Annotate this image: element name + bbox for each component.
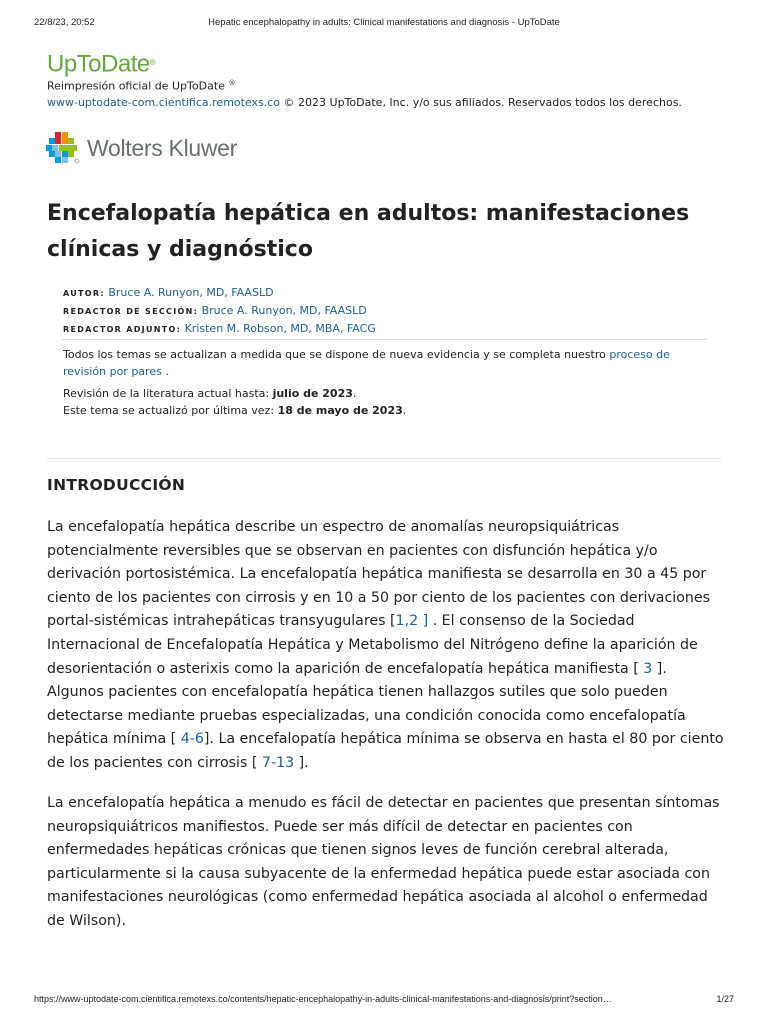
- lit-review-value: julio de 2023: [272, 387, 353, 400]
- section-editor-link[interactable]: Bruce A. Runyon, MD, FAASLD: [201, 304, 367, 317]
- wolters-kluwer-logo[interactable]: [46, 131, 237, 165]
- reference-link[interactable]: 4-6: [180, 731, 204, 748]
- credit-row-section-editor: [63, 302, 376, 320]
- print-doc-title: Hepatic encephalopathy in adults: Clinical manifestations and diagnosis - UpToDate: [208, 17, 560, 28]
- literature-review-line: Revisión de la literatura actual hasta: julio de 2023.: [63, 387, 357, 400]
- copyright-text: © 2023 UpToDate, Inc. y/o sus afiliados. Reservados todos los derechos.: [283, 96, 682, 109]
- divider: [47, 458, 722, 459]
- copyright-line: [47, 96, 682, 109]
- credit-role: AUTOR:: [63, 289, 105, 298]
- author-link[interactable]: Bruce A. Runyon, MD, FAASLD: [108, 286, 274, 299]
- print-date: 22/8/23, 20:52: [34, 17, 95, 28]
- divider: [62, 339, 707, 340]
- print-header: [0, 17, 768, 31]
- update-notice-end: .: [165, 364, 169, 378]
- intro-paragraph-2: La encefalopatía hepática a menudo es fácil de detectar en pacientes que presentan síntomas neuropsiquiátricos manifiestos. Puede ser más difícil de detectar en pacientes con enfermedades hepáticas crónicas que tienen signos leves de función cerebral alterada, particularmente si la causa subyacente de la enfermedad hepática puede estar asociada con manifestaciones neurológicas (como enfermedad hepática asociada al alcohol o enfermedad de Wilson).: [47, 795, 720, 929]
- last-update-line: Este tema se actualizó por última vez: 18 de mayo de 2023.: [63, 403, 407, 417]
- reprint-mark: ®: [228, 79, 236, 87]
- print-url: https://www-uptodate-com.cientifica.remotexs.co/contents/hepatic-encephalopathy-in-adults-clinical-manifestations-and-diagnosis/print?section…: [34, 994, 612, 1004]
- topic-meta: [63, 347, 713, 419]
- reprint-text: Reimpresión oficial de UpToDate: [47, 79, 225, 93]
- credit-row-deputy-editor: [63, 320, 376, 338]
- page-number: 1/27: [716, 994, 734, 1004]
- site-link[interactable]: www-uptodate-com.cientifica.remotexs.co: [47, 96, 281, 109]
- paragraph-text: . El consenso de la Sociedad Internacional de Encefalopatía Hepática y Metabolismo del Nitrógeno define la aparición de desorientación o asterixis como la aparición de encefalopatía hepática manifiesta [: [47, 613, 698, 677]
- reference-link[interactable]: 7-13: [261, 754, 295, 771]
- uptodate-logo[interactable]: [47, 50, 155, 77]
- credit-role: REDACTOR DE SECCIÓN:: [63, 307, 199, 316]
- author-credits: [63, 284, 376, 338]
- reference-link[interactable]: 3: [643, 660, 653, 677]
- uptodate-logo-text: UpToDate: [47, 50, 150, 78]
- lit-review-label: Revisión de la literatura actual hasta:: [63, 387, 270, 400]
- intro-paragraph-1: [47, 516, 727, 776]
- paragraph-text: La encefalopatía hepática describe un espectro de anomalías neuropsiquiátricas potencialmente reversibles que se observan en pacientes con disfunción hepática y/o derivación portosistémica. La encefalopatía hepática manifiesta se desarrolla en 30 a 45 por ciento de los pacientes con cirrosis y en 10 a 50 por ciento de los pacientes con derivaciones portal-sistémicas intrahepáticas transyugulares [: [47, 519, 711, 630]
- deputy-editor-link[interactable]: Kristen M. Robson, MD, MBA, FACG: [184, 322, 376, 335]
- peer-review-link[interactable]: proceso de revisión por pares: [63, 348, 670, 378]
- credit-row-author: [63, 284, 376, 302]
- paragraph-text: ]. Algunos pacientes con encefalopatía hepática tienen hallazgos sutiles que solo pueden detectarse mediante pruebas especializadas, una condición conocida como encefalopatía hepática mínima [: [47, 660, 686, 748]
- reference-link[interactable]: 1,2 ]: [395, 613, 429, 630]
- paragraph-text: ]. La encefalopatía hepática mínima se observa en hasta el 80 por ciento de los pacientes con cirrosis [: [47, 731, 724, 771]
- reprint-notice: [47, 79, 235, 93]
- wolters-kluwer-name: Wolters Kluwer: [87, 134, 238, 161]
- section-heading: INTRODUCCIÓN: [47, 476, 186, 494]
- update-notice-text: Todos los temas se actualizan a medida que se dispone de nueva evidencia y se completa nuestro: [63, 348, 606, 361]
- uptodate-logo-mark: ®: [149, 58, 156, 67]
- paragraph-text: ].: [294, 754, 309, 771]
- article-title: Encefalopatía hepática en adultos: manifestaciones clínicas y diagnóstico: [47, 201, 690, 262]
- last-update-label: Este tema se actualizó por última vez:: [63, 403, 275, 417]
- wolters-kluwer-globe-icon: [46, 132, 80, 164]
- credit-role: REDACTOR ADJUNTO:: [63, 325, 182, 334]
- update-notice: [63, 347, 713, 380]
- last-update-value: 18 de mayo de 2023: [277, 403, 403, 417]
